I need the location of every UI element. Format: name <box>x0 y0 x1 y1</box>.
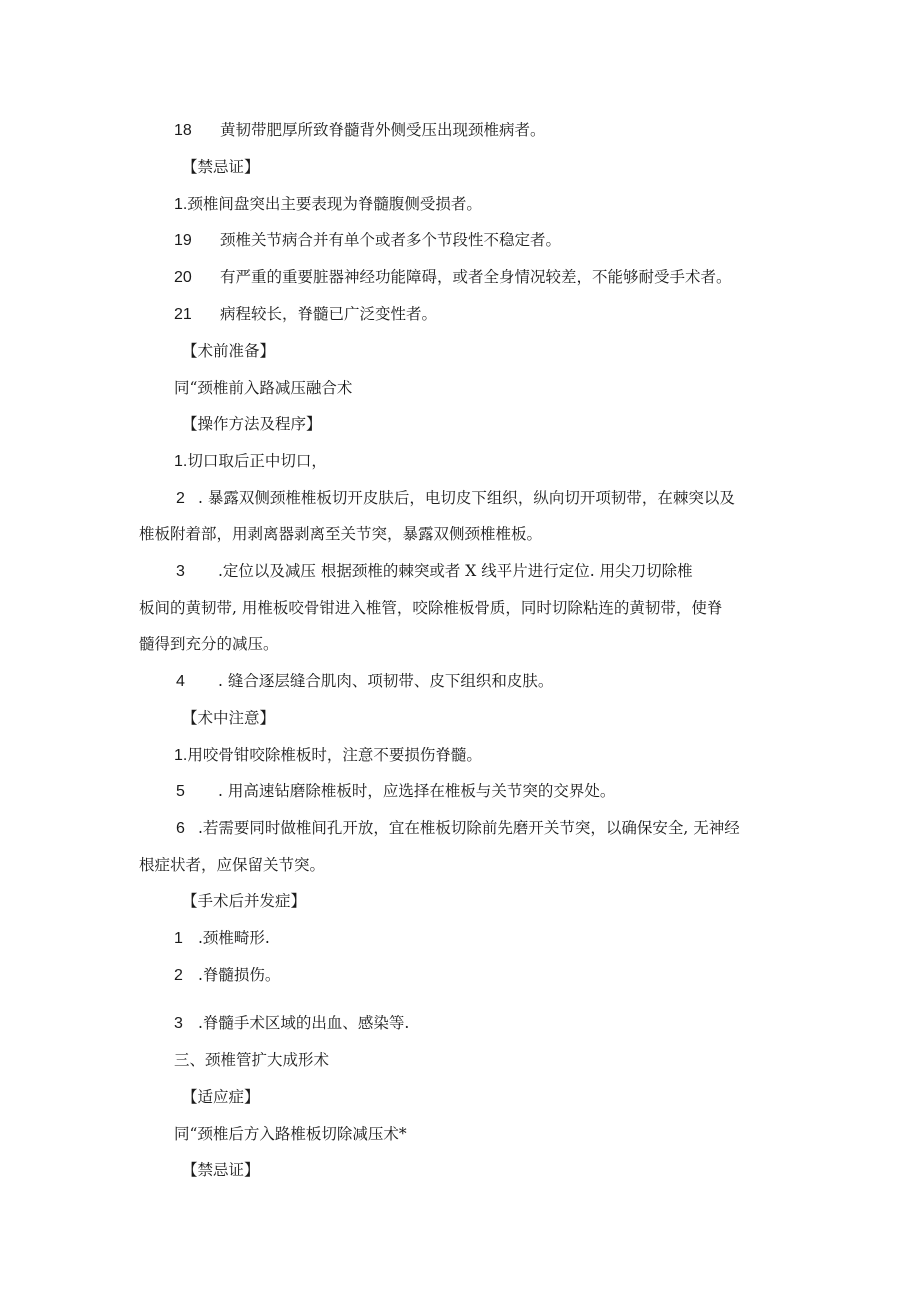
item-text: . 暴露双侧颈椎椎板切开皮肤后，电切皮下组织，纵向切开项韧带，在棘突以及 <box>198 489 735 507</box>
item-number: 2 <box>174 967 183 984</box>
item-number: 18 <box>174 122 192 139</box>
paragraph-continuation <box>139 598 722 618</box>
item-number: 5 <box>176 783 185 800</box>
paragraph <box>174 1124 407 1144</box>
item-number: 1. <box>174 196 188 213</box>
heading-text: 【禁忌证】 <box>182 158 260 176</box>
item-text: 切口取后正中切口， <box>187 452 327 470</box>
item-text: 用咬骨钳咬除椎板时，注意不要损伤脊髓。 <box>187 746 482 764</box>
item-text: .定位以及减压 根据颈椎的棘突或者 X 线平片进行定位. 用尖刀切除椎 <box>218 562 693 580</box>
heading-text: 【禁忌证】 <box>182 1161 260 1179</box>
section-heading <box>182 1087 260 1107</box>
item-text: .若需要同时做椎间孔开放，宜在椎板切除前先磨开关节突，以确保安全, 无神经 <box>198 819 740 837</box>
item-number: 1. <box>174 747 188 764</box>
paragraph-continuation <box>139 634 279 654</box>
paragraph-text: 根症状者，应保留关节突。 <box>139 856 326 874</box>
paragraph <box>174 378 352 398</box>
list-item <box>176 488 735 509</box>
paragraph-text: 板间的黄韧带, 用椎板咬骨钳进入椎管，咬除椎板骨质，同时切除粘连的黄韧带，使脊 <box>139 599 723 617</box>
paragraph-text: 髓得到充分的减压。 <box>139 635 279 653</box>
item-text: 黄韧带肥厚所致脊髓背外侧受压出现颈椎病者。 <box>220 121 546 139</box>
item-number: 3 <box>174 1015 183 1032</box>
section-heading <box>182 414 322 434</box>
section-heading <box>182 891 306 911</box>
paragraph-text: 椎板附着部，用剥离器剥离至关节突，暴露双侧颈椎椎板。 <box>139 525 543 543</box>
item-number: 20 <box>174 269 192 286</box>
item-number: 1. <box>174 453 188 470</box>
list-item <box>176 561 693 582</box>
heading-text: 【手术后并发症】 <box>182 892 307 910</box>
item-text: . 用高速钻磨除椎板时，应选择在椎板与关节突的交界处。 <box>218 782 616 800</box>
section-title <box>174 1050 329 1070</box>
heading-text: 【术前准备】 <box>182 342 276 360</box>
list-item <box>174 451 327 472</box>
item-text: . 缝合逐层缝合肌肉、项韧带、皮下组织和皮肤。 <box>218 672 554 690</box>
paragraph-continuation <box>139 855 325 875</box>
list-item <box>174 965 280 986</box>
heading-text: 【术中注意】 <box>182 709 276 727</box>
item-number: 3 <box>176 563 185 580</box>
list-item <box>174 928 270 949</box>
list-item <box>176 671 553 692</box>
item-number: 4 <box>176 673 185 690</box>
item-number: 2 <box>176 490 185 507</box>
section-heading <box>182 708 275 728</box>
title-text: 三、颈椎管扩大成形术 <box>174 1051 330 1069</box>
list-item <box>174 304 437 325</box>
list-item <box>174 745 482 766</box>
item-number: 21 <box>174 306 192 323</box>
item-text: 颈椎关节病合并有单个或者多个节段性不稳定者。 <box>220 231 562 249</box>
item-text: .脊髓手术区域的出血、感染等. <box>198 1014 410 1032</box>
list-item <box>174 267 732 288</box>
paragraph-text: 同“颈椎后方入路椎板切除减压术* <box>174 1125 407 1143</box>
list-item <box>174 1013 409 1034</box>
list-item <box>176 781 615 802</box>
list-item <box>176 818 740 839</box>
item-text: .颈椎畸形. <box>198 929 270 947</box>
list-item <box>174 230 561 251</box>
item-number: 6 <box>176 820 185 837</box>
item-text: 病程较长，脊髓已广泛变性者。 <box>220 305 438 323</box>
heading-text: 【适应症】 <box>182 1088 260 1106</box>
item-number: 19 <box>174 232 192 249</box>
paragraph-text: 同“颈椎前入路减压融合术 <box>174 379 353 397</box>
item-number: 1 <box>174 930 183 947</box>
list-item <box>174 120 546 141</box>
section-heading <box>182 1160 260 1180</box>
item-text: .脊髓损伤。 <box>198 966 281 984</box>
heading-text: 【操作方法及程序】 <box>182 415 322 433</box>
section-heading <box>182 341 275 361</box>
item-text: 有严重的重要脏器神经功能障碍，或者全身情况较差，不能够耐受手术者。 <box>220 268 732 286</box>
section-heading <box>182 157 260 177</box>
paragraph-continuation <box>139 524 542 544</box>
item-text: 颈椎间盘突出主要表现为脊髓腹侧受损者。 <box>187 195 482 213</box>
list-item <box>174 194 482 215</box>
